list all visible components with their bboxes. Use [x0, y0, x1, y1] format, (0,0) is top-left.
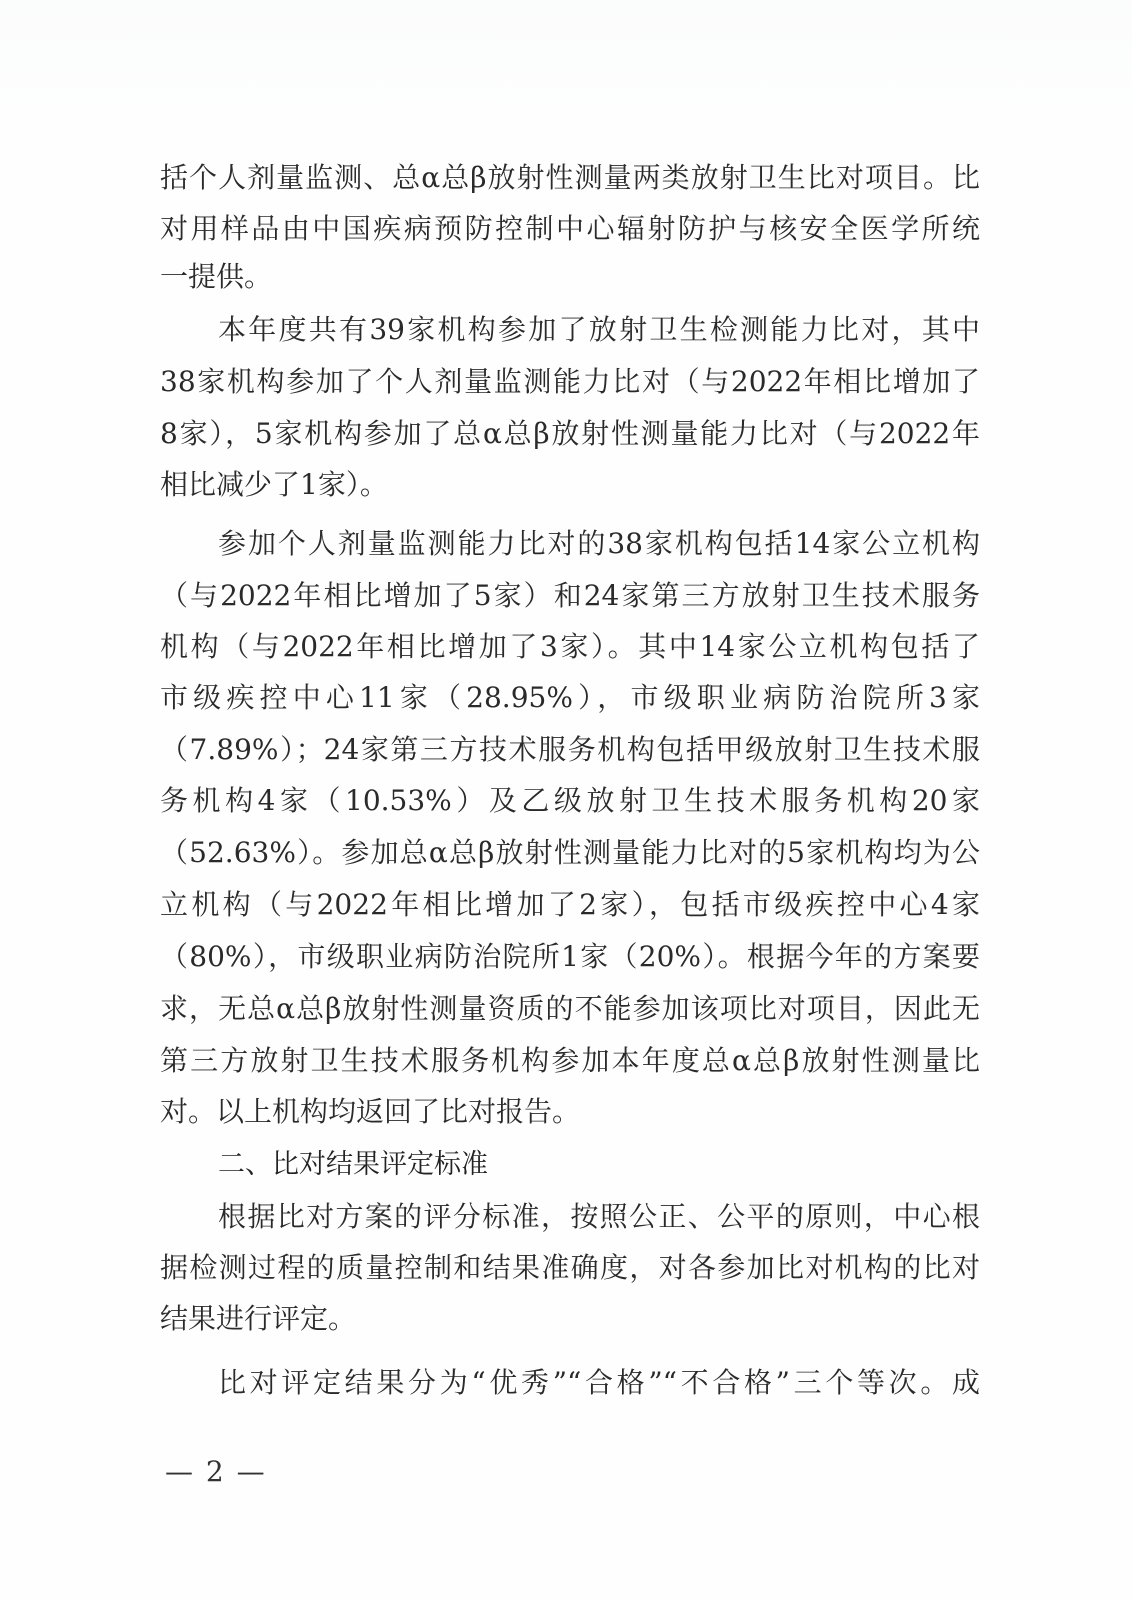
paragraph-line: 一提供。 — [160, 260, 273, 293]
paragraph-line: 相比减少了1家）。 — [160, 468, 388, 501]
paragraph-line: 本年度共有39家机构参加了放射卫生检测能力比对，其中 — [218, 313, 980, 346]
paragraph-line: 求，无总α总β放射性测量资质的不能参加该项比对项目，因此无 — [160, 992, 980, 1025]
paragraph-line: （80%），市级职业病防治院所1家（20%）。根据今年的方案要 — [160, 940, 980, 973]
paragraph-line: （与2022年相比增加了5家）和24家第三方放射卫生技术服务 — [160, 579, 980, 612]
paragraph-line: （7.89%）；24家第三方技术服务机构包括甲级放射卫生技术服 — [160, 733, 980, 766]
paragraph-line: 8家），5家机构参加了总α总β放射性测量能力比对（与2022年 — [160, 417, 980, 450]
section-heading: 二、比对结果评定标准 — [218, 1149, 488, 1180]
paragraph-line: 对用样品由中国疾病预防控制中心辐射防护与核安全医学所统 — [160, 212, 980, 245]
paragraph-line: 比对评定结果分为“优秀”“合格”“不合格”三个等次。成 — [218, 1366, 980, 1399]
paragraph-line: 括个人剂量监测、总α总β放射性测量两类放射卫生比对项目。比 — [160, 161, 980, 194]
paragraph-line: 机构（与2022年相比增加了3家）。其中14家公立机构包括了 — [160, 630, 980, 663]
page-number: — 2 — — [165, 1455, 267, 1488]
paragraph-line: 立机构（与2022年相比增加了2家），包括市级疾控中心4家 — [160, 888, 980, 921]
paragraph-line: 38家机构参加了个人剂量监测能力比对（与2022年相比增加了 — [160, 365, 980, 398]
paragraph-line: 参加个人剂量监测能力比对的38家机构包括14家公立机构 — [218, 527, 980, 560]
paragraph-line: 市级疾控中心11家（28.95%），市级职业病防治院所3家 — [160, 681, 980, 714]
paragraph-line: 务机构4家（10.53%）及乙级放射卫生技术服务机构20家 — [160, 784, 980, 817]
paragraph-line: 结果进行评定。 — [160, 1302, 357, 1335]
paragraph-line: （52.63%）。参加总α总β放射性测量能力比对的5家机构均为公 — [160, 836, 980, 869]
paragraph-line: 根据比对方案的评分标准，按照公正、公平的原则，中心根 — [218, 1200, 980, 1233]
paragraph-line: 第三方放射卫生技术服务机构参加本年度总α总β放射性测量比 — [160, 1044, 980, 1077]
paragraph-line: 对。以上机构均返回了比对报告。 — [160, 1095, 581, 1128]
paragraph-line: 据检测过程的质量控制和结果准确度，对各参加比对机构的比对 — [160, 1251, 980, 1284]
